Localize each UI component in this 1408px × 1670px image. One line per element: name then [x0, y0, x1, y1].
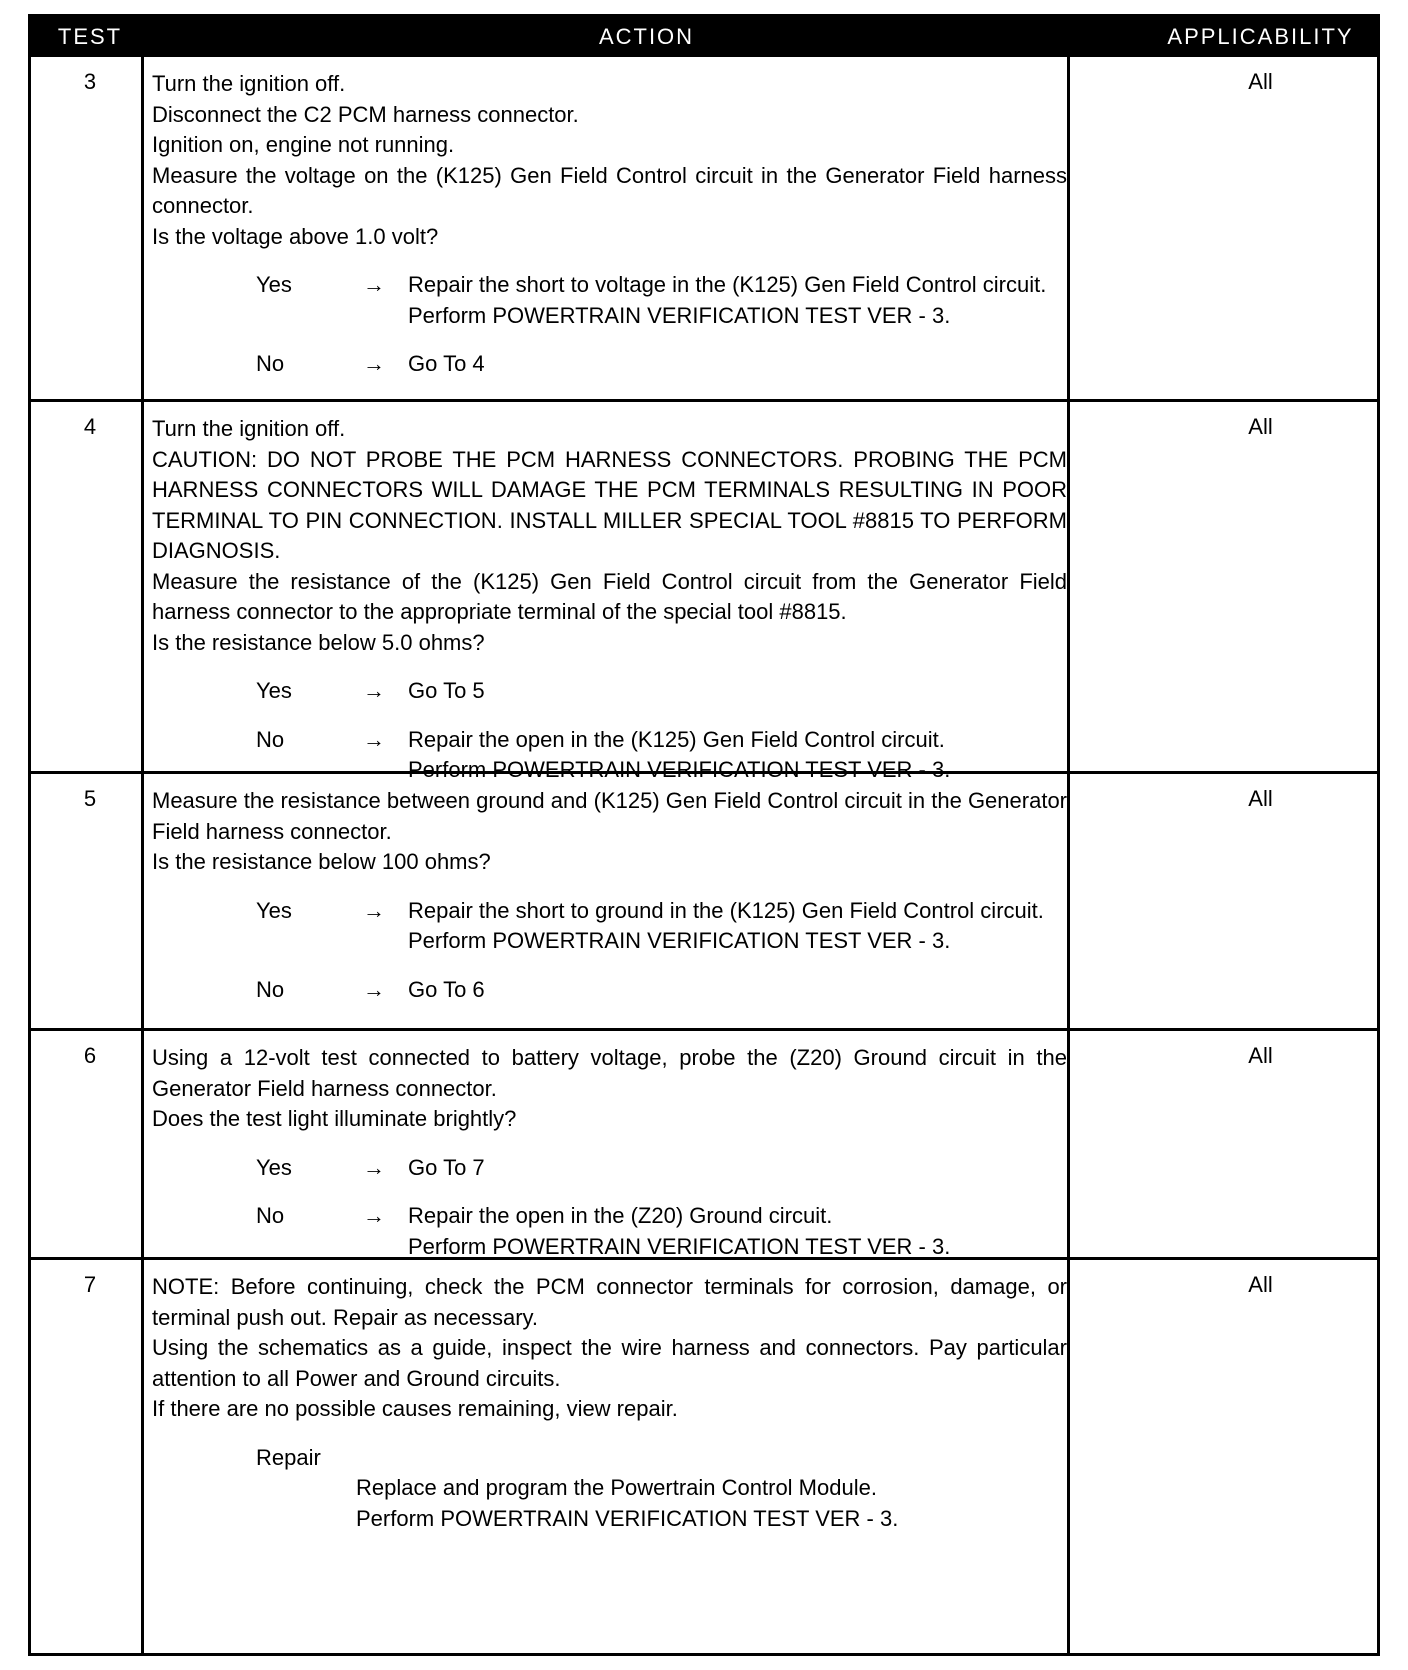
table-header — [31, 17, 1377, 57]
arrow-icon: → — [363, 1154, 385, 1180]
result-line: Go To 6 — [408, 976, 485, 1002]
header-applicability: APPLICABILITY — [1167, 24, 1354, 49]
action-line: Using the schematics as a guide, inspect the wire harness and connectors. Pay particular attention to all Power and Ground circuits. — [152, 1335, 1067, 1391]
action-cell — [152, 69, 1067, 380]
action-line: NOTE: Before continuing, check the PCM connector terminals for corrosion, damage, or terminal push out. Repair as necessary. — [152, 1274, 1067, 1330]
arrow-icon: → — [363, 726, 385, 752]
action-line: Using a 12-volt test connected to battery voltage, probe the (Z20) Ground circuit in the Generator Field harness connector. — [152, 1045, 1067, 1101]
no-option — [152, 975, 1067, 1006]
action-line: If there are no possible causes remaining, view repair. — [152, 1396, 678, 1421]
table-row — [31, 1028, 1377, 1260]
no-option-result — [408, 975, 1067, 1006]
applicability-value: All — [1248, 1272, 1273, 1297]
action-line: Is the resistance below 5.0 ohms? — [152, 629, 485, 655]
header-action: ACTION — [598, 24, 695, 49]
no-option — [152, 349, 1067, 380]
yes-option-result — [408, 1153, 1067, 1184]
repair-line: Replace and program the Powertrain Control Module. — [356, 1475, 877, 1500]
yes-option — [152, 896, 1067, 957]
table-row — [31, 57, 1377, 399]
action-line: Ignition on, engine not running. — [152, 132, 455, 157]
result-line: Perform POWERTRAIN VERIFICATION TEST VER - 3. — [408, 302, 951, 328]
action-cell — [152, 1043, 1067, 1262]
no-option-label: No — [256, 351, 285, 376]
yes-option-result — [408, 270, 1067, 331]
yes-option-label: Yes — [256, 272, 292, 297]
action-line: Is the resistance below 100 ohms? — [152, 849, 491, 874]
action-cell — [152, 414, 1067, 786]
yes-option-result — [408, 676, 1067, 707]
arrow-icon: → — [363, 1203, 385, 1228]
yes-option-label: Yes — [256, 897, 292, 923]
no-option-label: No — [256, 1203, 285, 1228]
action-line: Measure the resistance of the (K125) Gen Field Control circuit from the Generator Field harness connector to the appropriate terminal of the special tool #8815. — [152, 568, 1067, 624]
arrow-icon: → — [363, 351, 385, 376]
arrow-icon: → — [363, 976, 385, 1002]
action-line: CAUTION: DO NOT PROBE THE PCM HARNESS CONNECTORS. PROBING THE PCM HARNESS CONNECTORS WILL DAMAGE THE PCM TERMINALS RESULTING IN POOR TERMINAL TO PIN CONNECTION. INSTALL MILLER SPECIAL TOOL #8815 TO PERFORM DIAGNOSIS. — [152, 446, 1067, 563]
no-option-label: No — [256, 726, 285, 752]
no-option — [152, 1201, 1067, 1262]
no-option-result — [408, 349, 1067, 380]
repair-block — [152, 1443, 1067, 1535]
yes-option — [152, 1153, 1067, 1184]
action-line: Does the test light illuminate brightly? — [152, 1106, 517, 1131]
action-line: Disconnect the C2 PCM harness connector. — [152, 101, 579, 127]
action-line: Turn the ignition off. — [152, 71, 346, 96]
no-option-result — [408, 1201, 1067, 1262]
arrow-icon: → — [363, 678, 385, 703]
yes-option-result — [408, 896, 1067, 957]
result-line: Repair the open in the (Z20) Ground circuit. — [408, 1203, 833, 1228]
table-row — [31, 399, 1377, 782]
action-cell — [152, 1272, 1067, 1534]
yes-option-label: Yes — [256, 678, 292, 703]
test-number: 3 — [83, 69, 97, 94]
table-row — [31, 771, 1377, 1031]
result-line: Repair the short to voltage in the (K125) Gen Field Control circuit. — [408, 272, 1047, 297]
action-line: Is the voltage above 1.0 volt? — [152, 223, 439, 249]
result-line: Perform POWERTRAIN VERIFICATION TEST VER - 3. — [408, 1233, 951, 1259]
test-number: 6 — [83, 1043, 97, 1068]
no-option-label: No — [256, 976, 285, 1002]
test-number: 4 — [83, 414, 97, 439]
applicability-value: All — [1248, 1043, 1273, 1068]
header-test: TEST — [57, 24, 123, 49]
arrow-icon: → — [363, 272, 385, 297]
test-number: 5 — [83, 786, 97, 811]
action-line: Measure the voltage on the (K125) Gen Field Control circuit in the Generator Field harness connector. — [152, 162, 1067, 218]
result-line: Repair the short to ground in the (K125) Gen Field Control circuit. — [408, 897, 1044, 923]
result-line: Go To 7 — [408, 1154, 485, 1180]
result-line: Go To 5 — [408, 678, 485, 703]
action-line: Measure the resistance between ground and (K125) Gen Field Control circuit in the Generator Field harness connector. — [152, 788, 1067, 844]
test-number: 7 — [83, 1272, 97, 1297]
yes-option — [152, 270, 1067, 331]
result-line: Repair the open in the (K125) Gen Field Control circuit. — [408, 726, 945, 752]
applicability-value: All — [1248, 414, 1273, 439]
applicability-value: All — [1248, 786, 1273, 811]
repair-line: Perform POWERTRAIN VERIFICATION TEST VER - 3. — [356, 1505, 899, 1531]
yes-option-label: Yes — [256, 1154, 292, 1180]
repair-text — [256, 1473, 1067, 1534]
repair-label: Repair — [256, 1444, 321, 1470]
result-line: Perform POWERTRAIN VERIFICATION TEST VER - 3. — [408, 928, 951, 953]
applicability-value: All — [1248, 69, 1273, 94]
arrow-icon: → — [363, 897, 385, 923]
result-line: Go To 4 — [408, 351, 485, 376]
table-row — [31, 1257, 1377, 1656]
action-cell — [152, 786, 1067, 1005]
result-line: Perform POWERTRAIN VERIFICATION TEST VER - 3. — [408, 757, 951, 782]
action-line: Turn the ignition off. — [152, 416, 346, 441]
diagnostic-table — [28, 14, 1380, 1656]
yes-option — [152, 676, 1067, 707]
